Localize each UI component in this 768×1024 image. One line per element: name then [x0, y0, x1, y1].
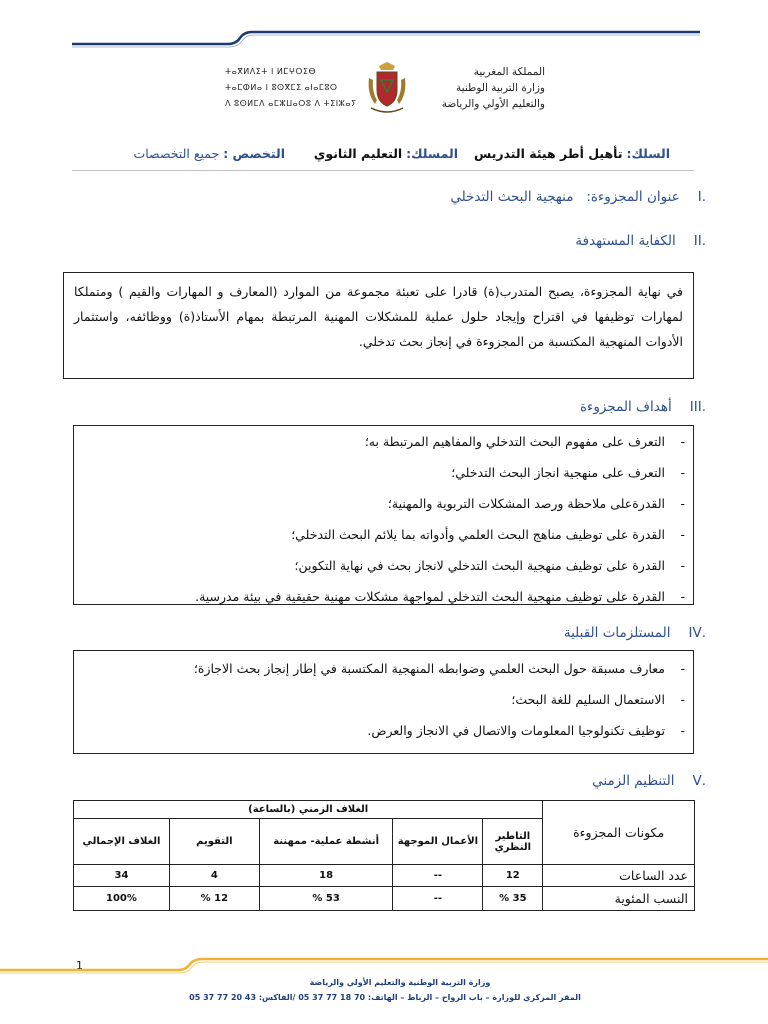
table-cell: --: [393, 865, 483, 887]
info-divider: [72, 170, 694, 171]
section-number: .IV: [688, 625, 706, 641]
column-header: التاطير النظري: [483, 819, 543, 865]
table-cell: 12: [483, 865, 543, 887]
column-header: التقويم: [169, 819, 259, 865]
track-value: التعليم الثانوي: [313, 146, 403, 161]
column-header: الأعمال الموجهة: [393, 819, 483, 865]
section-heading: التنظيم الزمني: [592, 773, 675, 789]
section-number: .III: [689, 399, 706, 415]
column-header: أنشطة عملية- ممهننة: [259, 819, 393, 865]
table-row: [74, 865, 695, 887]
section-time-organization: [592, 773, 706, 789]
track-label: المسلك:: [406, 146, 458, 161]
specialty-info: [133, 146, 285, 161]
list-item: - التعرف على منهجية انجاز البحث التدخلي؛: [74, 457, 693, 488]
module-title-value: منهجية البحث التدخلي: [450, 189, 574, 205]
prerequisites-box: [73, 650, 694, 754]
tifinagh-institution-name: ⵜⴰⴳⵍⴷⵉⵜ ⵏ ⵍⵎⵖⵔⵉⴱ ⵜⴰⵎⵀⵍⴰ ⵏ ⵓⵙⴳⵎⵉ ⴰⵏⴰⵎⵓⵔ ⴷ ⵓⵙⵍⵎⴷ ⴰⵎⵣⵡⴰⵔⵓ ⴷ ⵜⵉⵏⵣⴰⵢ: [225, 67, 357, 108]
cycle-label: السلك:: [626, 146, 670, 161]
section-heading: المستلزمات القبلية: [563, 625, 671, 641]
table-cell: 100%: [74, 887, 170, 911]
list-item: - التعرف على مفهوم البحث التدخلي والمفاهيم المرتبطة به؛: [74, 426, 693, 457]
table-cell: 34: [74, 865, 170, 887]
objectives-list: [74, 426, 693, 612]
specialty-label: التخصص :: [223, 146, 285, 161]
table-cell: 12 %: [169, 887, 259, 911]
section-objectives: [580, 399, 706, 415]
list-item: - معارف مسبقة حول البحث العلمي وضوابطه المنهجية المكتسبة في إطار إنجاز بحث الاجازة؛: [74, 653, 693, 684]
time-group-header: الغلاف الزمني (بالساعة): [74, 801, 543, 819]
section-heading: عنوان المجزوءة:: [586, 189, 680, 205]
section-module-title: [450, 189, 706, 205]
footer-address: المقر المركزي للوزارة – باب الرواح – الرباط – الهاتف: 70 18 77 37 05 /الفاكس: 43 20 77 37 05: [189, 993, 581, 1002]
footer-ministry: وزارة التربية الوطنية والتعليم الأولي والرياضة: [309, 978, 491, 987]
list-item: - توظيف تكنولوجيا المعلومات والاتصال في الانجاز والعرض.: [74, 715, 693, 746]
page-number: 1: [76, 959, 83, 972]
competence-box: [63, 272, 694, 379]
table-cell: 4: [169, 865, 259, 887]
table-cell: --: [393, 887, 483, 911]
list-item: - القدرة على توظيف مناهج البحث العلمي وأدواته بما يلائم البحث التدخلي؛: [74, 519, 693, 550]
row-label: عدد الساعات: [543, 865, 695, 887]
track-info: [314, 146, 458, 161]
list-item: - القدرة على توظيف منهجية البحث التدخلي لانجاز بحث في نهاية التكوين؛: [74, 550, 693, 581]
cycle-info: [474, 146, 670, 161]
objectives-box: [73, 425, 694, 605]
section-heading: الكفاية المستهدفة: [575, 233, 676, 249]
list-item: - القدرة على توظيف منهجية البحث التدخلي لمواجهة مشكلات مهنية حقيقية في بيئة مدرسية.: [74, 581, 693, 612]
component-header: مكونات المجزوءة: [543, 801, 695, 865]
table-cell: 18: [259, 865, 393, 887]
competence-text: في نهاية المجزوءة، يصبح المتدرب(ة) قادرا على تعبئة مجموعة من الموارد (المعارف و المهارات والقيم ) ومتملكا لمهارات توظيفها في اقتراح وإيجاد حلول عملية للمشكلات المهنية المرتبطة بمهام الأستاذ(ة) ووظائفه، واستثمار الأدوات المنهجية المكتسبة من المجزوءة في إنجاز بحث تدخلي.: [74, 284, 683, 349]
table-row: [74, 887, 695, 911]
list-item: - الاستعمال السليم للغة البحث؛: [74, 684, 693, 715]
time-table: [73, 800, 695, 911]
section-number: .V: [692, 773, 706, 789]
section-competence: [575, 233, 706, 249]
section-number: .II: [693, 233, 706, 249]
program-info-row: [110, 146, 670, 168]
arabic-institution-name: المملكة المغربية وزارة التربية الوطنية والتعليم الأولي والرياضة: [441, 66, 545, 110]
prerequisites-list: [74, 653, 693, 746]
coat-of-arms-icon: [365, 60, 409, 116]
table-cell: 53 %: [259, 887, 393, 911]
column-header: الغلاف الإجمالي: [74, 819, 170, 865]
cycle-value: تأهيل أطر هيئة التدريس: [474, 146, 623, 161]
row-label: النسب المئوية: [543, 887, 695, 911]
specialty-value: جميع التخصصات: [133, 146, 220, 161]
table-cell: 35 %: [483, 887, 543, 911]
section-heading: أهداف المجزوءة: [579, 399, 672, 415]
list-item: - القدرةعلى ملاحظة ورصد المشكلات التربوية والمهنية؛: [74, 488, 693, 519]
section-prerequisites: [564, 625, 706, 641]
institution-header: [225, 60, 545, 122]
section-number: .I: [697, 189, 706, 205]
header-rule: [0, 0, 768, 60]
